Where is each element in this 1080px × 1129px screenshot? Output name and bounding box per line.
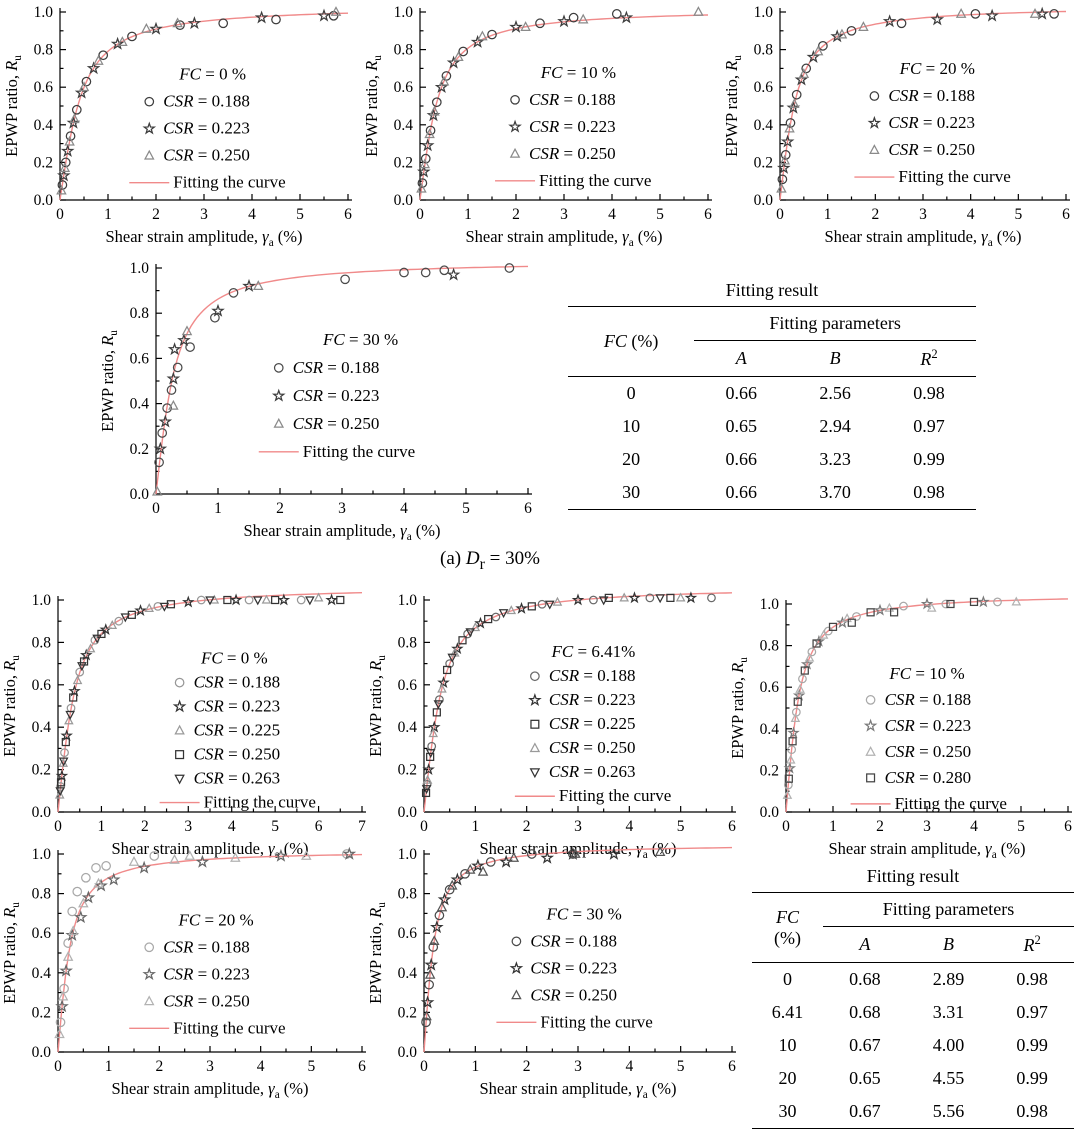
y-axis-label: EPWP ratio, $R_u$ (0, 902, 22, 1004)
y-tick-label: 0.6 (397, 676, 417, 694)
legend (515, 642, 671, 805)
y-axis-label: EPWP ratio, $R_u$ (366, 902, 388, 1004)
x-tick-label: 6 (524, 500, 532, 517)
legend (496, 904, 652, 1031)
y-tick-label: 1.0 (33, 4, 53, 21)
y-tick-label: 0.0 (393, 192, 413, 209)
x-tick-label: 5 (656, 206, 664, 223)
y-tick-label: 0.4 (753, 116, 773, 134)
scatter-series-1 (423, 849, 619, 1007)
y-axis-label: EPWP ratio, $R_u$ (0, 655, 22, 757)
table-cell: 4.55 (932, 1068, 965, 1088)
y-tick-label: 0.8 (759, 637, 779, 655)
param-header-A: A (859, 934, 871, 954)
legend-fit-label: Fitting the curve (173, 1018, 286, 1038)
x-tick-label: 1 (214, 500, 222, 517)
plot-a-fc30 (98, 256, 540, 546)
legend-label: CSR = 0.223 (884, 715, 972, 735)
legend-label: CSR = 0.250 (548, 738, 636, 758)
x-tick-label: 2 (871, 206, 880, 223)
table-cell: 0 (783, 969, 793, 989)
x-tick-label: 0 (782, 818, 790, 835)
fitting-table (568, 306, 976, 510)
legend-label: CSR = 0.263 (193, 768, 281, 788)
x-tick-label: 5 (462, 500, 470, 517)
x-tick-label: 4 (966, 206, 975, 223)
legend (129, 65, 285, 192)
legend-label: CSR = 0.250 (163, 145, 250, 165)
table-cell: 6.41 (771, 1002, 804, 1022)
table-cell: 0.99 (913, 449, 945, 469)
table-cell: 0.98 (913, 482, 945, 502)
plot-svg-b-fc30 (366, 842, 744, 1104)
y-axis-label: EPWP ratio, $R_u$ (722, 55, 744, 157)
plot-a-fc20 (722, 0, 1078, 252)
legend-label: CSR = 0.223 (530, 958, 617, 978)
fitting-table (752, 892, 1074, 1129)
y-tick-label: 0.2 (129, 440, 149, 458)
legend-label: CSR = 0.280 (884, 767, 972, 787)
scatter-series-2 (56, 594, 322, 798)
caption-a (0, 548, 980, 574)
x-tick-label: 3 (206, 1058, 214, 1075)
x-tick-label: 5 (676, 818, 685, 835)
legend-label: CSR = 0.188 (529, 89, 616, 109)
legend (160, 649, 316, 812)
fitting-table-title: Fitting result (866, 866, 960, 886)
y-tick-label: 0.6 (31, 676, 51, 694)
y-tick-label: 0.4 (397, 964, 417, 982)
table-cell: 0.66 (725, 449, 757, 469)
plot-svg-b-fc10 (728, 592, 1080, 864)
y-tick-label: 0.2 (397, 1004, 417, 1022)
table-cell: 0.98 (913, 383, 945, 403)
table-cell: 0.99 (1016, 1068, 1048, 1088)
x-tick-label: 6 (728, 1058, 736, 1075)
table-cell: 0.65 (725, 416, 757, 436)
y-tick-label: 0.8 (33, 41, 53, 59)
legend-label: CSR = 0.223 (888, 113, 975, 133)
x-tick-label: 3 (574, 818, 582, 835)
x-tick-label: 3 (338, 500, 346, 517)
plot-a-fc0 (2, 0, 360, 252)
y-tick-label: 0.4 (31, 964, 51, 982)
table-cell: 30 (622, 482, 641, 502)
legend-label: CSR = 0.188 (163, 937, 250, 957)
fc-label: FC = 20 % (899, 59, 975, 79)
legend-label: CSR = 0.250 (163, 991, 250, 1011)
fitting-parameters-header: Fitting parameters (823, 893, 1074, 927)
plot-b-fc20 (0, 842, 374, 1104)
plot-svg-a-fc30 (98, 256, 540, 546)
scatter-series-1 (57, 849, 354, 1011)
x-tick-label: 3 (919, 206, 927, 223)
y-tick-label: 0.2 (397, 761, 417, 779)
y-tick-label: 0.0 (397, 1044, 417, 1061)
legend-label: CSR = 0.223 (292, 385, 380, 405)
x-tick-label: 2 (522, 818, 531, 835)
legend-label: CSR = 0.223 (548, 690, 636, 710)
y-tick-label: 0.8 (393, 41, 413, 59)
fc-column-header: FC (%) (603, 331, 659, 351)
fc-label: FC = 30 % (546, 904, 622, 924)
y-tick-label: 0.0 (31, 1044, 51, 1061)
y-axis-label: EPWP ratio, $R_u$ (2, 55, 24, 157)
x-tick-label: 2 (512, 206, 520, 223)
table-cell: 20 (778, 1068, 797, 1088)
legend-label: CSR = 0.250 (193, 744, 281, 764)
legend (854, 59, 1010, 186)
fc-label: FC = 0 % (179, 64, 247, 84)
fc-label: FC = 30 % (322, 329, 399, 349)
plot-svg-b-fc6.41 (366, 588, 744, 864)
y-tick-label: 0.2 (31, 761, 51, 779)
legend-fit-label: Fitting the curve (540, 1012, 653, 1032)
param-header-R: $R^2$ (1023, 933, 1041, 955)
y-tick-label: 0.4 (397, 719, 417, 737)
legend-label: CSR = 0.188 (888, 86, 975, 106)
x-tick-label: 2 (522, 1058, 531, 1075)
x-tick-label: 3 (560, 206, 568, 223)
legend-label: CSR = 0.225 (548, 714, 636, 734)
y-tick-label: 0.4 (33, 116, 53, 134)
legend-label: CSR = 0.223 (193, 696, 281, 716)
plot-svg-b-fc20 (0, 842, 374, 1104)
legend (851, 664, 1007, 813)
y-axis-label: EPWP ratio, $R_u$ (366, 655, 388, 757)
x-tick-label: 4 (625, 1058, 634, 1075)
x-tick-label: 2 (276, 500, 284, 517)
y-tick-label: 0.4 (129, 395, 149, 413)
legend-label: CSR = 0.250 (292, 413, 380, 433)
table-cell: 0.98 (1016, 1101, 1048, 1121)
table-cell: 0.67 (849, 1101, 881, 1121)
legend-label: CSR = 0.188 (292, 357, 380, 377)
legend-fit-label: Fitting the curve (539, 170, 652, 190)
table-cell: 0.66 (725, 482, 757, 502)
x-tick-label: 0 (56, 206, 64, 223)
x-tick-label: 6 (728, 818, 736, 835)
y-tick-label: 0.8 (129, 305, 149, 323)
y-tick-label: 0.6 (129, 350, 149, 368)
y-axis-label: EPWP ratio, $R_u$ (728, 657, 750, 759)
y-tick-label: 0.4 (759, 720, 779, 738)
table-cell: 4.00 (932, 1035, 965, 1055)
table-cell: 20 (622, 449, 641, 469)
y-tick-label: 0.2 (759, 762, 779, 780)
y-tick-label: 0.0 (753, 192, 773, 209)
table-cell: 2.56 (819, 383, 851, 403)
table-cell: 2.94 (819, 416, 851, 436)
x-tick-label: 4 (625, 818, 634, 835)
y-tick-label: 0.2 (393, 154, 413, 172)
legend-fit-label: Fitting the curve (203, 792, 316, 812)
x-tick-label: 3 (184, 818, 193, 835)
caption-a-suffix: = 30% (484, 548, 540, 569)
x-tick-label: 3 (574, 1058, 582, 1075)
table-cell: 2.89 (932, 969, 965, 989)
x-tick-label: 6 (704, 206, 712, 223)
y-tick-label: 0.8 (753, 41, 773, 59)
x-tick-label: 1 (823, 206, 832, 223)
x-tick-label: 6 (344, 206, 352, 223)
y-tick-label: 0.4 (31, 719, 51, 737)
table-row (568, 476, 976, 510)
table-row (752, 963, 1074, 997)
x-tick-label: 0 (152, 500, 160, 517)
x-tick-label: 1 (104, 206, 112, 223)
x-tick-label: 0 (54, 818, 62, 835)
plot-b-fc30 (366, 842, 744, 1104)
y-tick-label: 1.0 (31, 592, 51, 609)
x-tick-label: 5 (1017, 818, 1025, 835)
plot-svg-b-fc0 (0, 588, 374, 864)
y-tick-label: 0.6 (759, 679, 779, 697)
legend-label: CSR = 0.188 (548, 666, 636, 686)
y-tick-label: 0.8 (397, 634, 417, 652)
fitting-table-a (568, 280, 976, 510)
x-tick-label: 0 (776, 206, 784, 223)
y-tick-label: 0.2 (33, 154, 53, 172)
y-tick-label: 0.0 (31, 804, 51, 821)
x-tick-label: 5 (307, 1058, 316, 1075)
plot-a-fc10 (362, 0, 720, 252)
table-cell: 3.70 (819, 482, 851, 502)
legend-label: CSR = 0.250 (529, 143, 616, 163)
plot-svg-a-fc20 (722, 0, 1078, 252)
table-cell: 5.56 (932, 1101, 965, 1121)
caption-a-subscript: r (479, 555, 485, 573)
y-tick-label: 1.0 (753, 4, 773, 21)
x-tick-label: 1 (104, 1058, 113, 1075)
x-axis-label: Shear strain amplitude, $\gamma_a$ (%) (828, 839, 1026, 861)
table-cell: 30 (778, 1101, 797, 1121)
x-tick-label: 6 (1062, 206, 1070, 223)
table-row (752, 1029, 1074, 1062)
plot-svg-a-fc0 (2, 0, 360, 252)
legend-label: CSR = 0.223 (163, 118, 250, 138)
table-cell: 0.66 (725, 383, 757, 403)
table-row (752, 1095, 1074, 1129)
y-axis-label: EPWP ratio, $R_u$ (98, 330, 120, 432)
y-tick-label: 1.0 (397, 846, 417, 863)
param-header-B: B (943, 934, 954, 954)
x-tick-label: 5 (1014, 206, 1023, 223)
x-axis-label: Shear strain amplitude, $\gamma_a$ (%) (243, 521, 441, 543)
legend-label: CSR = 0.225 (193, 720, 281, 740)
legend-label: CSR = 0.223 (163, 964, 250, 984)
scatter-series-2 (153, 281, 263, 495)
x-tick-label: 1 (464, 206, 472, 223)
table-cell: 0.98 (1016, 969, 1048, 989)
x-tick-label: 7 (358, 818, 366, 835)
legend-label: CSR = 0.223 (529, 116, 616, 136)
table-cell: 3.23 (819, 449, 851, 469)
legend (495, 63, 651, 190)
fc-label: FC = 10 % (540, 62, 617, 82)
y-tick-label: 1.0 (31, 846, 51, 863)
legend-fit-label: Fitting the curve (898, 167, 1011, 187)
x-tick-label: 6 (1064, 818, 1072, 835)
x-tick-label: 2 (155, 1058, 164, 1075)
caption-a-prefix: (a) (440, 548, 466, 569)
y-tick-label: 0.6 (753, 79, 773, 97)
table-row (752, 1062, 1074, 1095)
legend-label: CSR = 0.263 (548, 762, 636, 782)
table-row (568, 410, 976, 443)
table-cell: 0.97 (913, 416, 945, 436)
x-tick-label: 4 (400, 500, 408, 517)
param-header-R: $R^2$ (920, 347, 938, 369)
x-axis-label: Shear strain amplitude, $\gamma_a$ (%) (479, 1079, 677, 1101)
x-tick-label: 1 (471, 1058, 480, 1075)
x-tick-label: 1 (97, 818, 106, 835)
table-cell: 0.97 (1016, 1002, 1048, 1022)
x-tick-label: 1 (471, 818, 480, 835)
table-cell: 0.65 (849, 1068, 881, 1088)
legend-label: CSR = 0.188 (163, 91, 250, 111)
x-tick-label: 4 (608, 206, 616, 223)
x-axis-label: Shear strain amplitude, $\gamma_a$ (%) (465, 227, 663, 249)
table-cell: 0.99 (1016, 1035, 1048, 1055)
table-cell: 3.31 (932, 1002, 965, 1022)
legend (129, 910, 285, 1037)
fc-label: FC = 20 % (178, 910, 254, 930)
table-cell: 10 (622, 416, 641, 436)
legend (259, 330, 415, 461)
x-tick-label: 5 (676, 1058, 685, 1075)
plot-b-fc641 (366, 588, 744, 864)
legend-label: CSR = 0.188 (884, 689, 972, 709)
y-tick-label: 1.0 (393, 4, 413, 21)
x-tick-label: 2 (876, 818, 884, 835)
y-tick-label: 1.0 (759, 596, 779, 613)
x-tick-label: 4 (227, 818, 236, 835)
legend-label: CSR = 0.188 (193, 672, 281, 692)
y-tick-label: 0.0 (759, 804, 779, 821)
table-cell: 10 (778, 1035, 797, 1055)
legend-label: CSR = 0.188 (530, 931, 617, 951)
table-cell: 0.67 (849, 1035, 881, 1055)
fitting-parameters-header: Fitting parameters (694, 307, 976, 341)
y-tick-label: 0.0 (397, 804, 417, 821)
legend-fit-label: Fitting the curve (173, 172, 286, 192)
x-axis-label: Shear strain amplitude, $\gamma_a$ (%) (824, 227, 1022, 249)
y-tick-label: 0.2 (31, 1004, 51, 1022)
x-axis-label: Shear strain amplitude, $\gamma_a$ (%) (111, 1079, 309, 1101)
x-tick-label: 0 (416, 206, 424, 223)
x-tick-label: 1 (829, 818, 837, 835)
fc-label: FC = 10 % (889, 663, 965, 683)
y-tick-label: 0.8 (397, 885, 417, 903)
table-cell: 0.68 (849, 1002, 881, 1022)
y-tick-label: 0.0 (33, 192, 53, 209)
table-row (568, 443, 976, 476)
y-tick-label: 0.6 (393, 79, 413, 97)
plot-b-fc10 (728, 592, 1080, 864)
y-tick-label: 1.0 (129, 260, 149, 277)
legend-fit-label: Fitting the curve (302, 441, 416, 461)
x-tick-label: 0 (420, 1058, 428, 1075)
y-tick-label: 1.0 (397, 592, 417, 609)
y-tick-label: 0.4 (393, 116, 413, 134)
x-axis-label: Shear strain amplitude, $\gamma_a$ (%) (111, 839, 309, 861)
fitting-table-title: Fitting result (725, 280, 819, 300)
y-tick-label: 0.6 (397, 925, 417, 943)
fc-label: FC = 0 % (200, 648, 268, 668)
param-header-A: A (735, 348, 747, 368)
fc-label: FC = 6.41% (551, 642, 636, 662)
y-tick-label: 0.6 (31, 925, 51, 943)
x-tick-label: 2 (140, 818, 149, 835)
y-tick-label: 0.2 (753, 154, 773, 172)
table-cell: 0 (626, 383, 636, 403)
y-tick-label: 0.6 (33, 79, 53, 97)
table-cell: 0.68 (849, 969, 881, 989)
x-tick-label: 4 (256, 1058, 265, 1075)
x-tick-label: 0 (54, 1058, 62, 1075)
y-tick-label: 0.0 (129, 486, 149, 503)
x-tick-label: 6 (314, 818, 323, 835)
caption-a-variable: D (465, 548, 480, 569)
y-tick-label: 0.8 (31, 634, 51, 652)
legend-label: CSR = 0.250 (884, 741, 972, 761)
param-header-B: B (829, 348, 841, 368)
x-axis-label: Shear strain amplitude, $\gamma_a$ (%) (105, 227, 303, 249)
table-row (568, 377, 976, 411)
plot-svg-a-fc10 (362, 0, 720, 252)
x-tick-label: 5 (271, 818, 280, 835)
legend-fit-label: Fitting the curve (558, 786, 672, 806)
y-tick-label: 0.8 (31, 885, 51, 903)
x-tick-label: 4 (248, 206, 256, 223)
y-axis-label: EPWP ratio, $R_u$ (362, 55, 384, 157)
legend-label: CSR = 0.250 (530, 985, 617, 1005)
x-axis-label: Shear strain amplitude, $\gamma_a$ (%) (479, 839, 677, 861)
x-tick-label: 2 (152, 206, 160, 223)
x-tick-label: 0 (420, 818, 428, 835)
legend-fit-label: Fitting the curve (894, 793, 1007, 813)
x-tick-label: 4 (970, 818, 978, 835)
x-tick-label: 3 (923, 818, 931, 835)
table-row (752, 996, 1074, 1029)
plot-b-fc0 (0, 588, 374, 864)
fc-column-header: FC (%) (774, 906, 802, 948)
x-tick-label: 3 (200, 206, 208, 223)
legend-label: CSR = 0.250 (888, 140, 975, 160)
x-tick-label: 5 (296, 206, 304, 223)
fitting-table-b (752, 866, 1074, 1129)
x-tick-label: 6 (358, 1058, 366, 1075)
